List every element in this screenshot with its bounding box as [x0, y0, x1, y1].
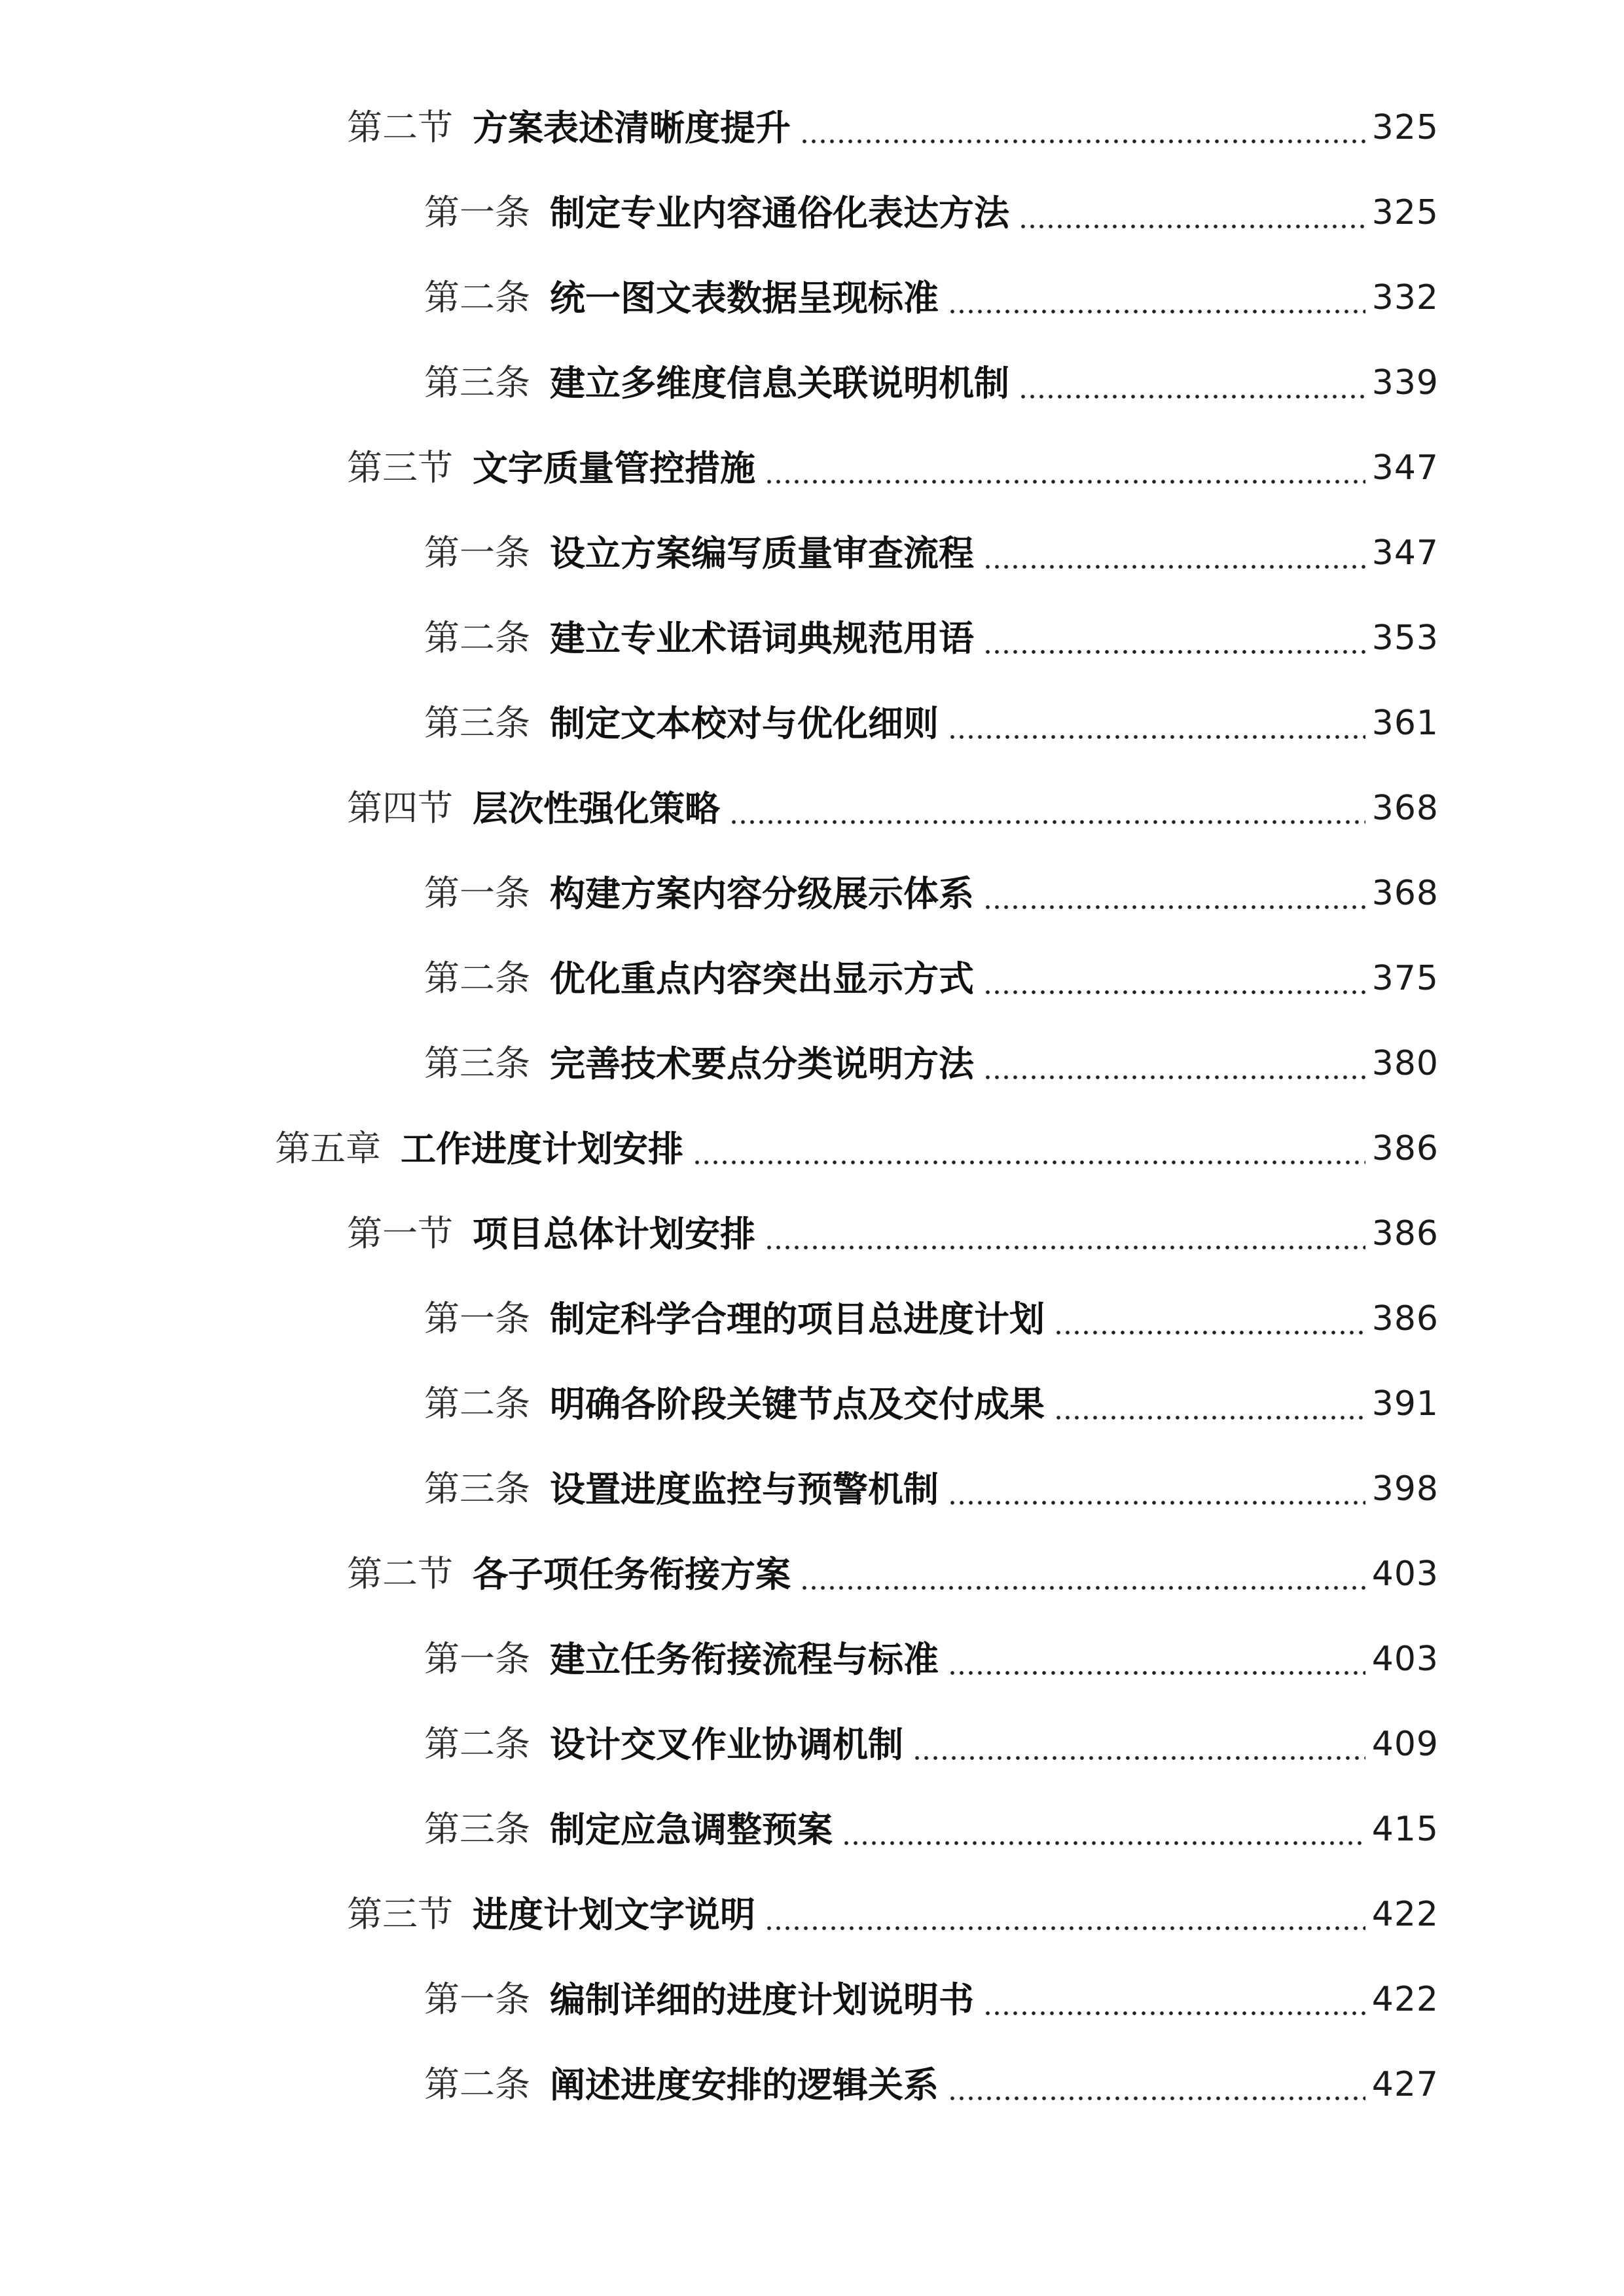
- dot-leader: [983, 905, 1365, 910]
- toc-entry-number: 第一节: [347, 1213, 453, 1254]
- toc-entry-title: 设计交叉作业协调机制: [550, 1723, 903, 1765]
- dot-leader: [1054, 1415, 1365, 1420]
- toc-entry-title: 方案表述清晰度提升: [473, 107, 791, 149]
- toc-entry-page-number: 361: [1371, 704, 1439, 743]
- toc-entry-page-number: 398: [1371, 1469, 1439, 1509]
- toc-entry-title: 统一图文表数据呈现标准: [550, 277, 939, 319]
- dot-leader: [765, 1245, 1365, 1250]
- toc-entry-title: 阐述进度安排的逻辑关系: [550, 2064, 939, 2106]
- toc-entry-number: 第一条: [424, 192, 530, 233]
- toc-entry-title: 工作进度计划安排: [401, 1128, 683, 1170]
- toc-entry-title: 构建方案内容分级展示体系: [550, 872, 974, 914]
- toc-entry-15[interactable]: [0, 1276, 1624, 1361]
- dot-leader: [948, 1670, 1365, 1676]
- toc-entry-number: 第一条: [424, 872, 530, 914]
- dot-leader: [912, 1755, 1365, 1761]
- toc-entry-number: 第二条: [424, 2064, 530, 2105]
- toc-entry-title: 制定应急调整预案: [550, 1808, 833, 1850]
- toc-entry-title: 制定科学合理的项目总进度计划: [550, 1298, 1045, 1340]
- toc-entry-number: 第二条: [424, 617, 530, 658]
- dot-leader: [983, 649, 1365, 655]
- toc-entry-4[interactable]: [0, 340, 1624, 425]
- toc-entry-9[interactable]: [0, 766, 1624, 851]
- toc-entry-19[interactable]: [0, 1617, 1624, 1702]
- toc-entry-title: 进度计划文字说明: [473, 1893, 755, 1935]
- dot-leader: [800, 139, 1365, 144]
- toc-entry-number: 第二条: [424, 277, 530, 318]
- toc-entry-number: 第三条: [424, 362, 530, 403]
- toc-entry-number: 第二节: [347, 1553, 453, 1594]
- dot-leader: [693, 1160, 1365, 1165]
- toc-entry-number: 第五章: [275, 1128, 381, 1169]
- toc-entry-number: 第二节: [347, 107, 453, 148]
- toc-entry-8[interactable]: [0, 681, 1624, 766]
- toc-entry-title: 设立方案编写质量审查流程: [550, 532, 974, 574]
- toc-entry-number: 第一条: [424, 1298, 530, 1339]
- toc-entry-page-number: 409: [1371, 1725, 1439, 1764]
- toc-entry-page-number: 368: [1371, 789, 1439, 828]
- toc-entry-page-number: 415: [1371, 1810, 1439, 1849]
- toc-entry-title: 文字质量管控措施: [473, 447, 755, 489]
- toc-entry-number: 第四节: [347, 787, 453, 829]
- toc-entry-title: 层次性强化策略: [473, 787, 720, 829]
- dot-leader: [765, 1926, 1365, 1931]
- toc-entry-1[interactable]: [0, 85, 1624, 170]
- toc-entry-16[interactable]: [0, 1361, 1624, 1446]
- toc-entry-number: 第二条: [424, 1723, 530, 1765]
- toc-entry-number: 第三条: [424, 1043, 530, 1084]
- dot-leader: [948, 734, 1365, 740]
- toc-entry-number: 第三节: [347, 447, 453, 488]
- toc-entry-page-number: 380: [1371, 1044, 1439, 1083]
- toc-entry-number: 第三条: [424, 1808, 530, 1850]
- toc-entry-number: 第二条: [424, 1383, 530, 1424]
- toc-entry-page-number: 375: [1371, 959, 1439, 998]
- toc-entry-23[interactable]: [0, 1957, 1624, 2042]
- toc-entry-title: 制定专业内容通俗化表达方法: [550, 192, 1009, 234]
- toc-entry-page-number: 427: [1371, 2065, 1439, 2104]
- toc-entry-page-number: 391: [1371, 1384, 1439, 1424]
- toc-entry-5[interactable]: [0, 425, 1624, 511]
- toc-entry-17[interactable]: [0, 1446, 1624, 1532]
- toc-entry-title: 建立任务衔接流程与标准: [550, 1638, 939, 1680]
- dot-leader: [1019, 224, 1365, 229]
- dot-leader: [842, 1840, 1365, 1846]
- toc-entry-title: 各子项任务衔接方案: [473, 1553, 791, 1595]
- toc-entry-page-number: 422: [1371, 1980, 1439, 2019]
- dot-leader: [765, 479, 1365, 484]
- toc-entry-10[interactable]: [0, 851, 1624, 936]
- toc-entry-page-number: 386: [1371, 1129, 1439, 1168]
- dot-leader: [800, 1585, 1365, 1590]
- toc-entry-page-number: 325: [1371, 108, 1439, 147]
- toc-entry-13[interactable]: [0, 1106, 1624, 1191]
- toc-entry-number: 第一条: [424, 1638, 530, 1679]
- toc-entry-20[interactable]: [0, 1702, 1624, 1787]
- toc-entry-title: 明确各阶段关键节点及交付成果: [550, 1383, 1045, 1425]
- toc-entry-page-number: 347: [1371, 448, 1439, 488]
- toc-entry-6[interactable]: [0, 511, 1624, 596]
- toc-entry-18[interactable]: [0, 1532, 1624, 1617]
- toc-entry-title: 编制详细的进度计划说明书: [550, 1979, 974, 2020]
- toc-entry-page-number: 339: [1371, 363, 1439, 403]
- toc-entry-number: 第一条: [424, 1979, 530, 2020]
- toc-entry-page-number: 386: [1371, 1299, 1439, 1338]
- table-of-contents: [0, 85, 1624, 2127]
- toc-entry-11[interactable]: [0, 936, 1624, 1021]
- dot-leader: [983, 564, 1365, 569]
- toc-entry-number: 第二条: [424, 958, 530, 999]
- toc-entry-14[interactable]: [0, 1191, 1624, 1276]
- toc-entry-page-number: 368: [1371, 874, 1439, 913]
- toc-entry-page-number: 353: [1371, 619, 1439, 658]
- dot-leader: [948, 1500, 1365, 1505]
- toc-entry-number: 第三条: [424, 702, 530, 744]
- toc-entry-2[interactable]: [0, 170, 1624, 255]
- toc-entry-title: 项目总体计划安排: [473, 1213, 755, 1255]
- dot-leader: [983, 2011, 1365, 2016]
- toc-entry-page-number: 403: [1371, 1554, 1439, 1594]
- dot-leader: [729, 819, 1365, 825]
- toc-entry-page-number: 386: [1371, 1214, 1439, 1253]
- toc-entry-number: 第三节: [347, 1893, 453, 1935]
- toc-entry-number: 第一条: [424, 532, 530, 573]
- toc-entry-title: 建立多维度信息关联说明机制: [550, 362, 1009, 404]
- toc-entry-3[interactable]: [0, 255, 1624, 340]
- toc-entry-page-number: 403: [1371, 1640, 1439, 1679]
- toc-entry-page-number: 325: [1371, 193, 1439, 232]
- toc-entry-24[interactable]: [0, 2042, 1624, 2127]
- dot-leader: [983, 990, 1365, 995]
- toc-entry-page-number: 332: [1371, 278, 1439, 317]
- toc-entry-21[interactable]: [0, 1787, 1624, 1872]
- toc-entry-title: 建立专业术语词典规范用语: [550, 617, 974, 659]
- dot-leader: [948, 309, 1365, 314]
- toc-entry-title: 优化重点内容突出显示方式: [550, 958, 974, 999]
- toc-entry-12[interactable]: [0, 1021, 1624, 1106]
- dot-leader: [948, 2096, 1365, 2101]
- toc-entry-title: 制定文本校对与优化细则: [550, 702, 939, 744]
- toc-entry-title: 完善技术要点分类说明方法: [550, 1043, 974, 1085]
- dot-leader: [983, 1075, 1365, 1080]
- toc-entry-page-number: 422: [1371, 1895, 1439, 1934]
- toc-entry-7[interactable]: [0, 596, 1624, 681]
- dot-leader: [1054, 1330, 1365, 1335]
- dot-leader: [1019, 394, 1365, 399]
- toc-entry-22[interactable]: [0, 1872, 1624, 1957]
- toc-entry-number: 第三条: [424, 1468, 530, 1509]
- toc-entry-page-number: 347: [1371, 533, 1439, 573]
- toc-entry-title: 设置进度监控与预警机制: [550, 1468, 939, 1510]
